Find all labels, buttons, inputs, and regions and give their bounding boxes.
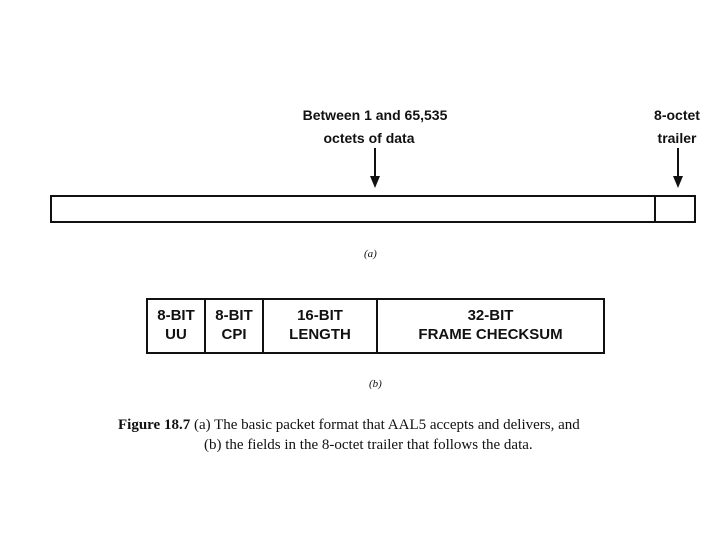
caption-b: (b)	[369, 378, 382, 390]
figure-caption-line1: (a) The basic packet format that AAL5 accepts and delivers, and	[193, 417, 580, 433]
trailer-fields	[146, 298, 605, 354]
figure-caption	[118, 416, 678, 455]
figure-caption-line2: (b) the fields in the 8-octet trailer that follows the data.	[204, 436, 533, 453]
trailer-label-line1: 8-octet	[654, 107, 700, 123]
field-uu-name: UU	[165, 326, 187, 343]
data-arrow-head	[370, 176, 380, 188]
field-checksum-size: 32-BIT	[467, 307, 514, 325]
trailer-label-line2: trailer	[657, 130, 697, 146]
field-uu	[148, 300, 206, 352]
field-checksum	[378, 300, 603, 352]
packet-bar	[50, 195, 696, 223]
trailer-divider	[654, 195, 656, 223]
trailer-arrow-shaft	[677, 148, 679, 178]
field-cpi-name: CPI	[221, 326, 247, 343]
data-length-label	[290, 108, 460, 145]
data-length-label-line1: Between 1 and 65,535	[302, 107, 448, 123]
figure-number: Figure 18.7	[118, 417, 191, 433]
trailer-arrow-head	[673, 176, 683, 188]
data-length-label-line2: octets of data	[323, 130, 415, 146]
field-checksum-name: FRAME CHECKSUM	[418, 326, 563, 343]
field-cpi	[206, 300, 264, 352]
data-arrow-shaft	[374, 148, 376, 178]
field-length-name: LENGTH	[289, 326, 351, 343]
field-uu-size: 8-BIT	[157, 307, 195, 325]
caption-a: (a)	[364, 248, 377, 260]
field-length-size: 16-BIT	[297, 307, 343, 325]
field-cpi-size: 8-BIT	[215, 307, 253, 325]
trailer-label	[642, 108, 712, 145]
field-length	[264, 300, 378, 352]
